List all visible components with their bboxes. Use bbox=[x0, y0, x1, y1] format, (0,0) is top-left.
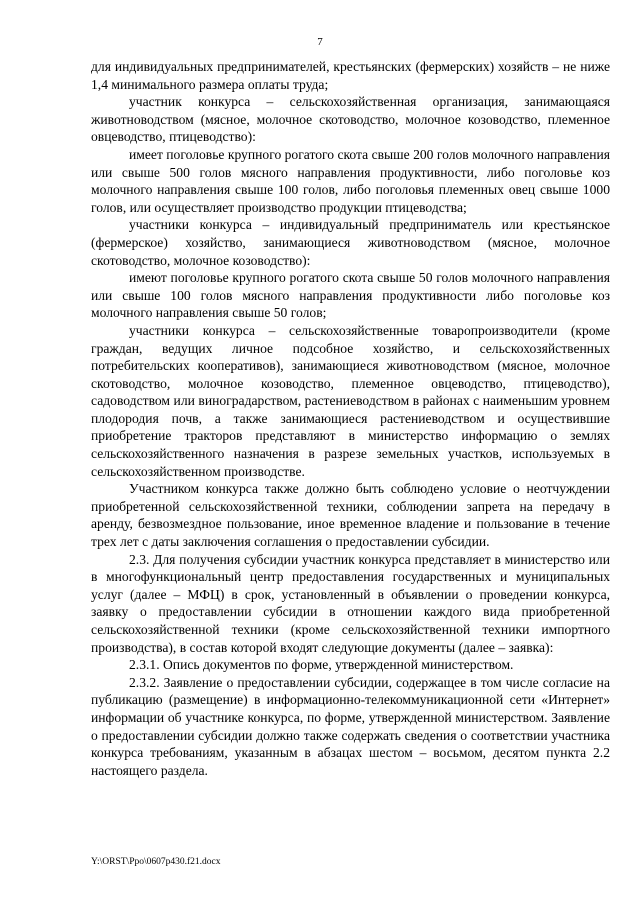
document-body bbox=[91, 58, 610, 779]
paragraph: участник конкурса – сельскохозяйственная организация, занимающаяся животноводством (мясное, молочное скотоводство, молочное козоводство, племенное овцеводство, птицеводство): bbox=[91, 94, 610, 145]
paragraph: 2.3.1. Опись документов по форме, утвержденной министерством. bbox=[129, 657, 514, 673]
file-path-footer: Y:\ORST\Ppo\0607p430.f21.docx bbox=[91, 857, 221, 867]
paragraph: участники конкурса – сельскохозяйственные товаропроизводители (кроме граждан, ведущих личное подсобное хозяйство, и сельскохозяйственных потребительских кооперативов), занимающиеся животноводством (мясное, молочное скотоводство, молочное козоводство, племенное овцеводство, птицеводство), садоводством или виноградарством, растениеводством в районах с наименьшим уровнем плодородия почв, а также занимающиеся растениеводством и осуществившие приобретение тракторов представляют в министерство информацию о землях сельскохозяйственного назначения в разрезе земельных участков, используемых в сельскохозяйственном производстве. bbox=[91, 322, 610, 479]
paragraph: участники конкурса – индивидуальный предприниматель или крестьянское (фермерское) хозяйство, занимающиеся животноводством (мясное, молочное скотоводство, молочное козоводство): bbox=[91, 217, 610, 268]
paragraph: для индивидуальных предпринимателей, крестьянских (фермерских) хозяйств – не ниже 1,4 минимального размера оплаты труда; bbox=[91, 59, 610, 92]
paragraph: имеет поголовье крупного рогатого скота свыше 200 голов молочного направления или свыше 500 голов мясного направления продуктивности, либо поголовье коз молочного направления свыше 100 голов, либо поголовья племенных овец свыше 1000 голов, или осуществляет производство продукции птицеводства; bbox=[91, 146, 610, 215]
page-number: 7 bbox=[317, 36, 323, 48]
paragraph: 2.3. Для получения субсидии участник конкурса представляет в министерство или в многофункциональный центр предоставления государственных и муниципальных услуг (далее – МФЦ) в срок, установленный в объявлении о проведении конкурса, заявку о предоставлении субсидии в отношении каждого вида приобретенной сельскохозяйственной техники (кроме сельскохозяйственной техники импортного производства), в состав которой входят следующие документы (далее – заявка): bbox=[91, 551, 610, 655]
paragraph: Участником конкурса также должно быть соблюдено условие о неотчуждении приобретенной сельскохозяйственной техники, соблюдении запрета на передачу в аренду, безвозмездное пользование, иное временное владение и пользование в течение трех лет с даты заключения соглашения о предоставлении субсидии. bbox=[91, 481, 610, 550]
paragraph: имеют поголовье крупного рогатого скота свыше 50 голов молочного направления или свыше 100 голов мясного направления продуктивности либо поголовье коз молочного направления свыше 50 голов; bbox=[91, 270, 610, 321]
paragraph: 2.3.2. Заявление о предоставлении субсидии, содержащее в том числе согласие на публикацию (размещение) в информационно-телекоммуникационной сети «Интернет» информации об участнике конкурса, по форме, утвержденной министерством. Заявление о предоставлении субсидии должно также содержать сведения о соответствии участника конкурса требованиям, указанным в абзацах шестом – восьмом, десятом пункта 2.2 настоящего раздела. bbox=[91, 674, 610, 778]
